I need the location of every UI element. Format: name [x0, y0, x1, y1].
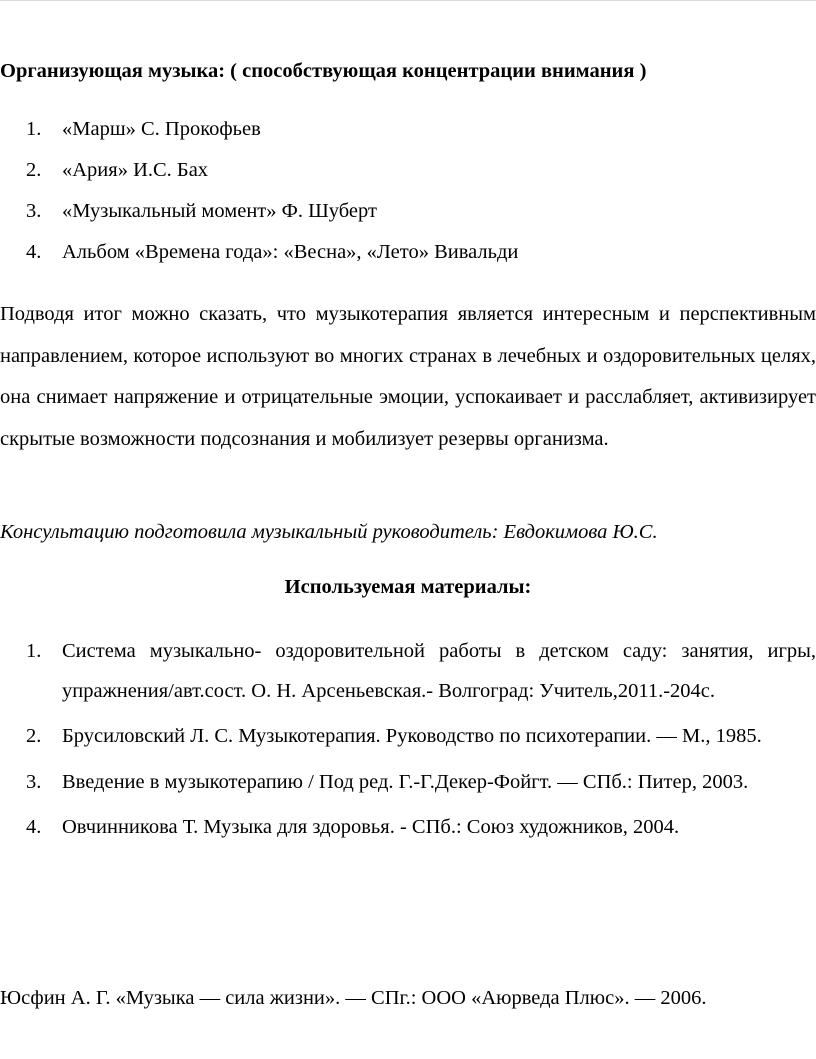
list-item-text: Введение в музыкотерапию / Под ред. Г.-Г.Декер-Фойгт. — СПб.: Питер, 2003.	[62, 770, 749, 793]
music-list-item	[0, 238, 816, 279]
materials-heading: Используемая материалы:	[284, 576, 532, 598]
list-number: 2.	[26, 159, 42, 181]
list-item-text: Альбом «Времена года»: «Весна», «Лето» Вивальди	[62, 241, 519, 263]
music-list-item	[0, 115, 816, 156]
list-number: 3.	[26, 770, 42, 793]
music-list-item	[0, 156, 816, 197]
list-item-text: Овчинникова Т. Музыка для здоровья. - СПб.: Союз художников, 2004.	[62, 816, 680, 838]
list-item-text: «Музыкальный момент» Ф. Шуберт	[62, 200, 377, 222]
materials-list-item	[0, 717, 816, 757]
list-item-text: Система музыкально- оздоровительной работы в детском саду: занятия, игры, упражнения/авт.сост. О. Н. Арсеньевская.- Волгоград: Учитель,2011.-204с.	[62, 640, 816, 702]
materials-list-item	[0, 808, 816, 848]
list-number: 4.	[26, 816, 42, 838]
final-reference: Юсфин А. Г. «Музыка — сила жизни». — СПг.: ООО «Аюрведа Плюс». — 2006.	[0, 987, 707, 1009]
list-item-text: «Ария» И.С. Бах	[62, 159, 209, 181]
list-number: 4.	[26, 241, 42, 263]
materials-list	[0, 632, 816, 854]
list-item-text: «Марш» С. Прокофьев	[62, 118, 261, 140]
materials-list-item	[0, 632, 816, 711]
summary-paragraph: Подводя итог можно сказать, что музыкотерапия является интересным и перспективным направлением, которое используют во многих странах в лечебных и оздоровительных целях, она снимает напряжение и отрицательные эмоции, успокаивает и расслабляет, активизирует скрытые возможности подсознания и мобилизует резервы организма.	[0, 303, 816, 450]
list-number: 1.	[26, 118, 42, 140]
page-top-border	[0, 0, 816, 1]
list-number: 2.	[26, 725, 42, 747]
music-list-item	[0, 197, 816, 238]
materials-list-item	[0, 763, 816, 803]
list-number: 1.	[26, 640, 42, 662]
music-list	[0, 115, 816, 279]
consultation-author: Консультацию подготовила музыкальный руководитель: Евдокимова Ю.С.	[0, 521, 658, 543]
list-number: 3.	[26, 200, 42, 222]
organizing-music-heading: Организующая музыка: ( способствующая концентрации внимания )	[0, 60, 647, 82]
list-item-text: Брусиловский Л. С. Музыкотерапия. Руководство по психотерапии. — М., 1985.	[62, 725, 762, 747]
